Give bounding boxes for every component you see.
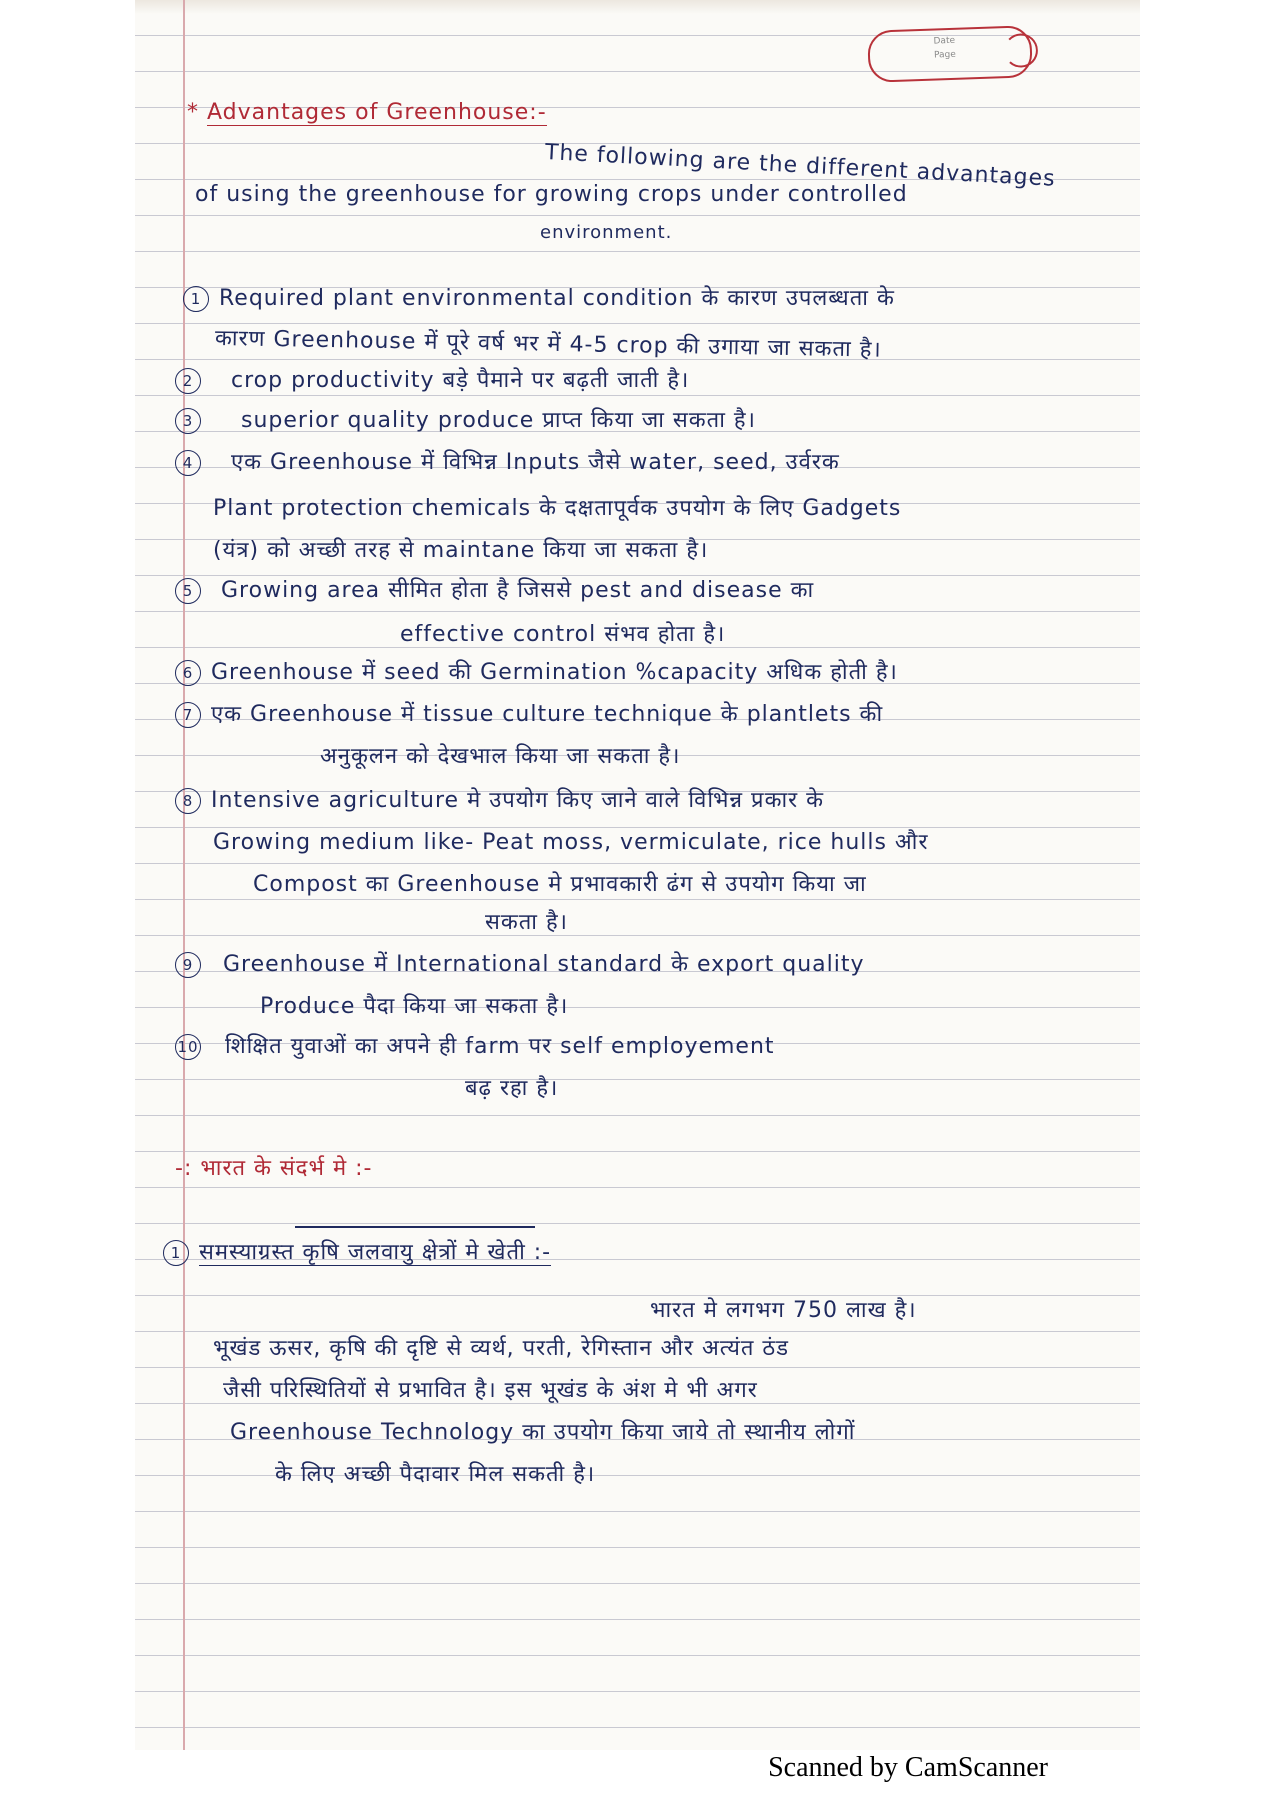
heading-underline bbox=[295, 1226, 535, 1228]
section-1-line-1: भारत मे लगभग 750 लाख है। bbox=[650, 1298, 917, 1323]
point-9: 9 Greenhouse में International standard के export quality bbox=[175, 948, 865, 978]
point-7-line-2: अनुकूलन को देखभाल किया जा सकता है। bbox=[320, 744, 681, 769]
point-9-line-2: Produce पैदा किया जा सकता है। bbox=[260, 994, 569, 1019]
point-number: 6 bbox=[175, 660, 201, 686]
page-heading: * Advantages of Greenhouse:- bbox=[187, 100, 547, 125]
point-8-line-3: Compost का Greenhouse मे प्रभावकारी ढंग से उपयोग किया जा bbox=[253, 872, 867, 897]
point-number: 10 bbox=[175, 1034, 201, 1060]
section-1-line-2: भूखंड ऊसर, कृषि की दृष्टि से व्यर्थ, परती, रेगिस्तान और अत्यंत ठंड bbox=[213, 1336, 789, 1361]
point-10-line-2: बढ़ रहा है। bbox=[465, 1076, 559, 1101]
point-5: 5 Growing area सीमित होता है जिससे pest and disease का bbox=[175, 574, 814, 604]
point-8: 8 Intensive agriculture मे उपयोग किए जाने वाले विभिन्न प्रकार के bbox=[175, 784, 824, 814]
point-number: 5 bbox=[175, 578, 201, 604]
point-number: 7 bbox=[175, 702, 201, 728]
point-4: 4 एक Greenhouse में विभिन्न Inputs जैसे water, seed, उर्वरक bbox=[175, 446, 840, 476]
point-1-line-2: कारण Greenhouse में पूरे वर्ष भर में 4-5 crop की उगाया जा सकता है। bbox=[214, 326, 882, 363]
point-3: 3 superior quality produce प्राप्त किया जा सकता है। bbox=[175, 404, 756, 434]
intro-line-2: of using the greenhouse for growing crops under controlled bbox=[195, 182, 908, 207]
point-6: 6 Greenhouse में seed की Germination %capacity अधिक होती है। bbox=[175, 656, 898, 686]
margin-line bbox=[183, 0, 185, 1750]
point-10: 10 शिक्षित युवाओं का अपने ही farm पर self employement bbox=[175, 1030, 775, 1060]
section-1-line-5: के लिए अच्छी पैदावार मिल सकती है। bbox=[275, 1462, 596, 1487]
india-heading: -: भारत के संदर्भ मे :- bbox=[175, 1156, 373, 1181]
section-1-line-4: Greenhouse Technology का उपयोग किया जाये तो स्थानीय लोगों bbox=[230, 1420, 856, 1445]
section-1-title: 1 समस्याग्रस्त कृषि जलवायु क्षेत्रों मे खेती :- bbox=[163, 1236, 551, 1266]
stamp-curl bbox=[1003, 33, 1038, 68]
date-label: Date bbox=[933, 35, 956, 47]
point-number: 4 bbox=[175, 450, 201, 476]
scanner-watermark: Scanned by CamScanner bbox=[768, 1752, 1048, 1783]
point-8-line-2: Growing medium like- Peat moss, vermiculate, rice hulls और bbox=[213, 830, 929, 855]
point-2: 2 crop productivity बड़े पैमाने पर बढ़ती जाती है। bbox=[175, 364, 689, 394]
date-page-stamp bbox=[867, 25, 1033, 83]
notebook-page bbox=[135, 0, 1140, 1750]
bullet-star: * bbox=[187, 100, 207, 125]
point-7: 7 एक Greenhouse में tissue culture technique के plantlets की bbox=[175, 698, 883, 728]
point-number: 2 bbox=[175, 368, 201, 394]
page-top-edge bbox=[135, 0, 1140, 14]
point-number: 1 bbox=[163, 1240, 189, 1266]
point-number: 3 bbox=[175, 408, 201, 434]
section-1-line-3: जैसी परिस्थितियों से प्रभावित है। इस भूखंड के अंश मे भी अगर bbox=[223, 1378, 758, 1403]
point-number: 8 bbox=[175, 788, 201, 814]
intro-line-1: The following are the different advantages bbox=[544, 140, 1057, 192]
page-label: Page bbox=[933, 49, 957, 61]
point-5-line-2: effective control संभव होता है। bbox=[400, 622, 726, 647]
point-4-line-2: Plant protection chemicals के दक्षतापूर्वक उपयोग के लिए Gadgets bbox=[213, 496, 902, 521]
point-4-line-3: (यंत्र) को अच्छी तरह से maintane किया जा सकता है। bbox=[213, 538, 709, 563]
point-number: 9 bbox=[175, 952, 201, 978]
point-8-line-4: सकता है। bbox=[485, 910, 569, 935]
intro-line-3: environment. bbox=[540, 222, 673, 243]
point-number: 1 bbox=[183, 286, 209, 312]
point-1: 1 Required plant environmental condition के कारण उपलब्धता के bbox=[183, 282, 895, 312]
